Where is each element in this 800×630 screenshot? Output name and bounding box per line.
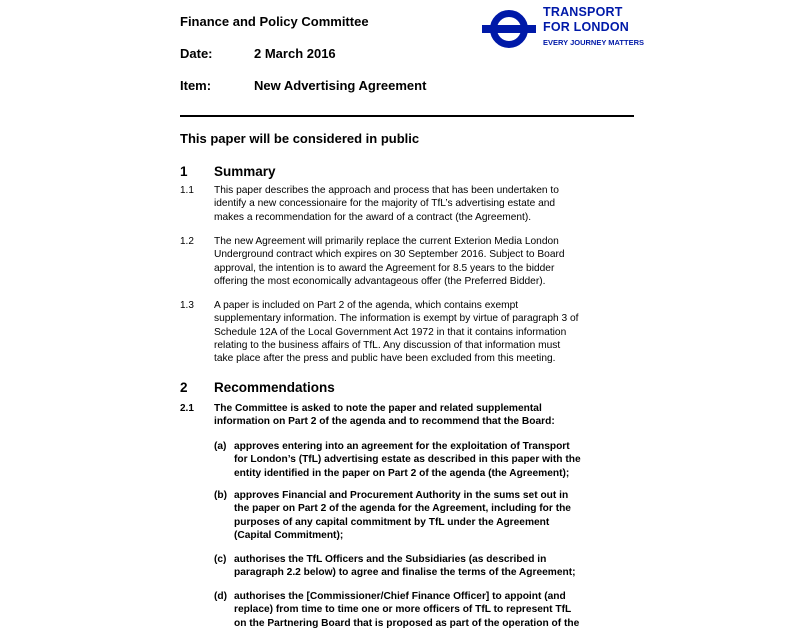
item-label: Item:: [180, 78, 212, 93]
header-divider: [180, 115, 634, 117]
text-line: on the Partnering Board that is proposed as part of the operation of the: [234, 617, 580, 629]
text-line: the paper on Part 2 of the agenda for the Agreement, including for the: [234, 503, 571, 515]
text-line: approves entering into an agreement for the exploitation of Transport: [234, 441, 570, 452]
rec-item-b: [234, 489, 624, 542]
section-2-title: Recommendations: [214, 380, 335, 395]
section-2-number: 2: [180, 380, 188, 395]
date-value: 2 March 2016: [254, 46, 336, 61]
para-1-2-number: 1.2: [180, 236, 194, 247]
rec-item-c: [234, 553, 624, 580]
date-label: Date:: [180, 46, 213, 61]
section-1-number: 1: [180, 164, 188, 179]
text-line: for London’s (TfL) advertising estate as described in this paper with the: [234, 454, 581, 466]
rec-item-b-label: (b): [214, 490, 228, 501]
logo-tagline: EVERY JOURNEY MATTERS: [543, 38, 644, 47]
para-2-1-number: 2.1: [180, 403, 194, 414]
public-notice: This paper will be considered in public: [180, 131, 420, 146]
para-1-1: [214, 184, 624, 224]
section-1-title: Summary: [214, 164, 276, 179]
rec-item-c-label: (c): [214, 554, 227, 565]
rec-item-a: [234, 440, 624, 480]
text-line: entity identified in the paper on Part 2 of the agenda (the Agreement);: [234, 467, 570, 479]
text-line: This paper describes the approach and process that has been undertaken to: [214, 185, 559, 196]
text-line: offering the most economically advantageous offer (the Preferred Bidder).: [214, 275, 546, 287]
logo-line-2: FOR LONDON: [543, 20, 630, 34]
text-line: paragraph 2.2 below) to agree and finalise the terms of the Agreement;: [234, 567, 576, 579]
text-line: approves Financial and Procurement Authority in the sums set out in: [234, 490, 569, 501]
logo-line-1: TRANSPORT: [543, 5, 623, 19]
text-line: A paper is included on Part 2 of the agenda, which contains exempt: [214, 300, 519, 311]
para-1-2: [214, 235, 624, 288]
item-value: New Advertising Agreement: [254, 78, 427, 93]
para-1-1-number: 1.1: [180, 185, 194, 196]
rec-item-d: [234, 590, 624, 630]
para-1-3-number: 1.3: [180, 300, 194, 311]
text-line: take place after the press and public have been excluded from this meeting.: [214, 353, 556, 365]
text-line: supplementary information. The information is exempt by virtue of paragraph 3 of: [214, 313, 579, 325]
text-line: authorises the TfL Officers and the Subsidiaries (as described in: [234, 554, 547, 565]
text-line: information on Part 2 of the agenda and to recommend that the Board:: [214, 416, 555, 428]
roundel-icon: [481, 8, 537, 50]
text-line: Underground contract which expires on 30 September 2016. Subject to Board: [214, 249, 565, 261]
committee-name: Finance and Policy Committee: [180, 14, 369, 29]
text-line: purposes of any capital commitment by TfL under the Agreement: [234, 516, 550, 528]
text-line: identify a new concessionaire for the majority of TfL’s advertising estate and: [214, 198, 556, 210]
para-2-1-intro: [214, 402, 624, 429]
text-line: authorises the [Commissioner/Chief Finance Officer] to appoint (and: [234, 591, 566, 602]
rec-item-a-label: (a): [214, 441, 227, 452]
text-line: The Committee is asked to note the paper and related supplemental: [214, 403, 542, 414]
text-line: replace) from time to time one or more officers of TfL to represent TfL: [234, 604, 572, 616]
text-line: approval, the intention is to award the Agreement for 8.5 years to the bidder: [214, 262, 555, 274]
para-1-3: [214, 299, 624, 365]
text-line: makes a recommendation for the award of a contract (the Agreement).: [214, 211, 532, 223]
text-line: relating to the business affairs of TfL. Any discussion of that information must: [214, 339, 561, 351]
text-line: (Capital Commitment);: [234, 529, 344, 541]
text-line: The new Agreement will primarily replace the current Exterion Media London: [214, 236, 559, 247]
rec-item-d-label: (d): [214, 591, 228, 602]
text-line: Schedule 12A of the Local Government Act 1972 in that it contains information: [214, 326, 567, 338]
